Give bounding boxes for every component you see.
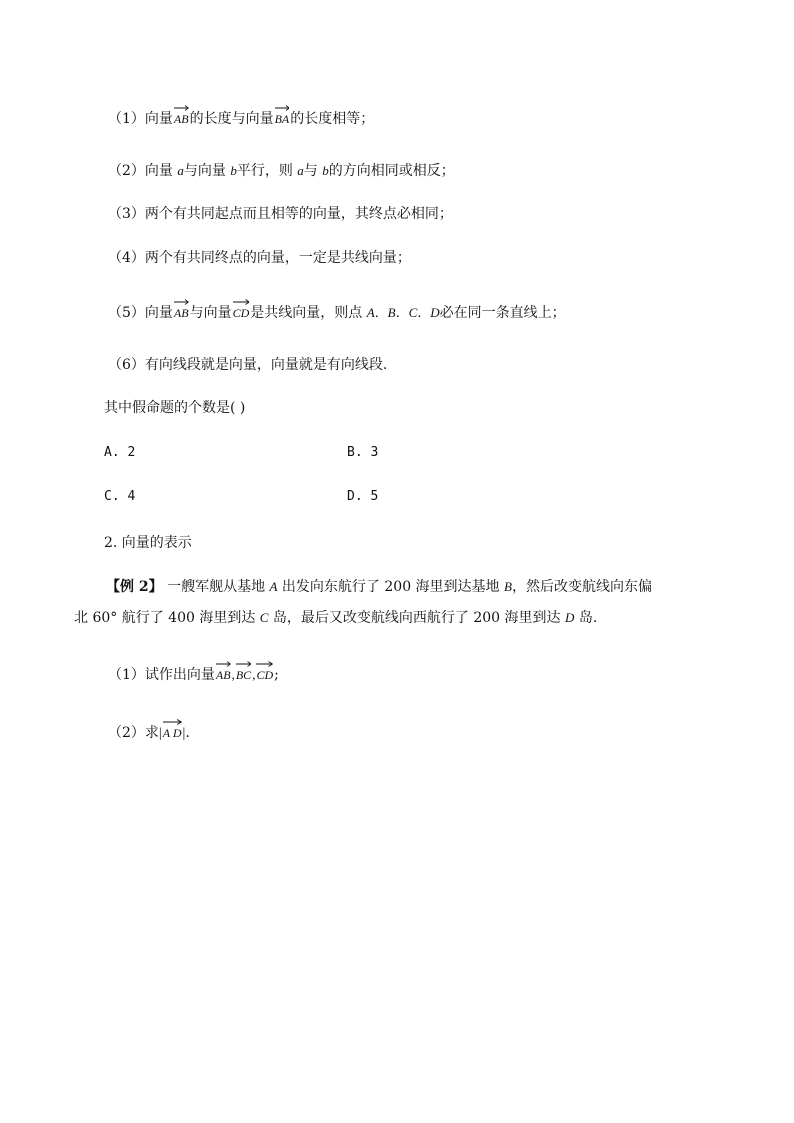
subquestion-2: （2）求| A D|.: [108, 722, 190, 743]
statement-4: （4）两个有共同终点的向量，一定是共线向量；: [108, 250, 411, 266]
vector-ab: AB: [216, 664, 231, 684]
vector-arrow-icon: [163, 719, 182, 725]
vector-bc: BC: [236, 664, 251, 684]
vector-arrow-icon: [174, 299, 189, 305]
example-2-line-2: 北 60° 航行了 400 海里到达 C 岛，最后又改变航线向西航行了 200 海里到达 D 岛.: [74, 610, 598, 626]
option-d: D. 5: [347, 489, 379, 504]
subquestion-1: （1）试作出向量 AB, BC, CD;: [108, 664, 279, 684]
vector-arrow-icon: [216, 661, 231, 667]
vector-arrow-icon: [275, 105, 290, 111]
vector-arrow-icon: [236, 661, 251, 667]
vector-ad: A D: [163, 722, 182, 742]
vector-arrow-icon: [256, 661, 273, 667]
vector-cd: CD: [256, 664, 273, 684]
section-heading: 2. 向量的表示: [104, 535, 192, 551]
vector-ab: AB: [174, 302, 189, 322]
option-b: B. 3: [347, 445, 379, 460]
example-2-line-1: 【例 2】 一艘军舰从基地 A 出发向东航行了 200 海里到达基地 B，然后改变航线向东偏: [106, 579, 652, 595]
statement-6: （6）有向线段就是向量，向量就是有向线段.: [108, 357, 388, 373]
vector-cd: CD: [233, 302, 250, 322]
statement-3: （3）两个有共同起点而且相等的向量，其终点必相同；: [108, 206, 453, 222]
option-a: A. 2: [104, 445, 136, 460]
statement-1: （1）向量 AB的长度与向量 BA的长度相等；: [108, 108, 374, 128]
option-c: C. 4: [104, 489, 136, 504]
statement-2: （2）向量 a与向量 b平行，则 a与 b的方向相同或相反；: [108, 163, 455, 179]
vector-arrow-icon: [174, 105, 189, 111]
vector-ba: BA: [275, 108, 290, 128]
vector-arrow-icon: [233, 299, 250, 305]
vector-ab: AB: [174, 108, 189, 128]
example-label: 【例 2】: [106, 579, 163, 595]
question-stem: 其中假命题的个数是( ): [104, 400, 246, 416]
statement-5: （5）向量 AB与向量 CD是共线向量，则点 A．B．C．D必在同一条直线上；: [108, 302, 566, 322]
